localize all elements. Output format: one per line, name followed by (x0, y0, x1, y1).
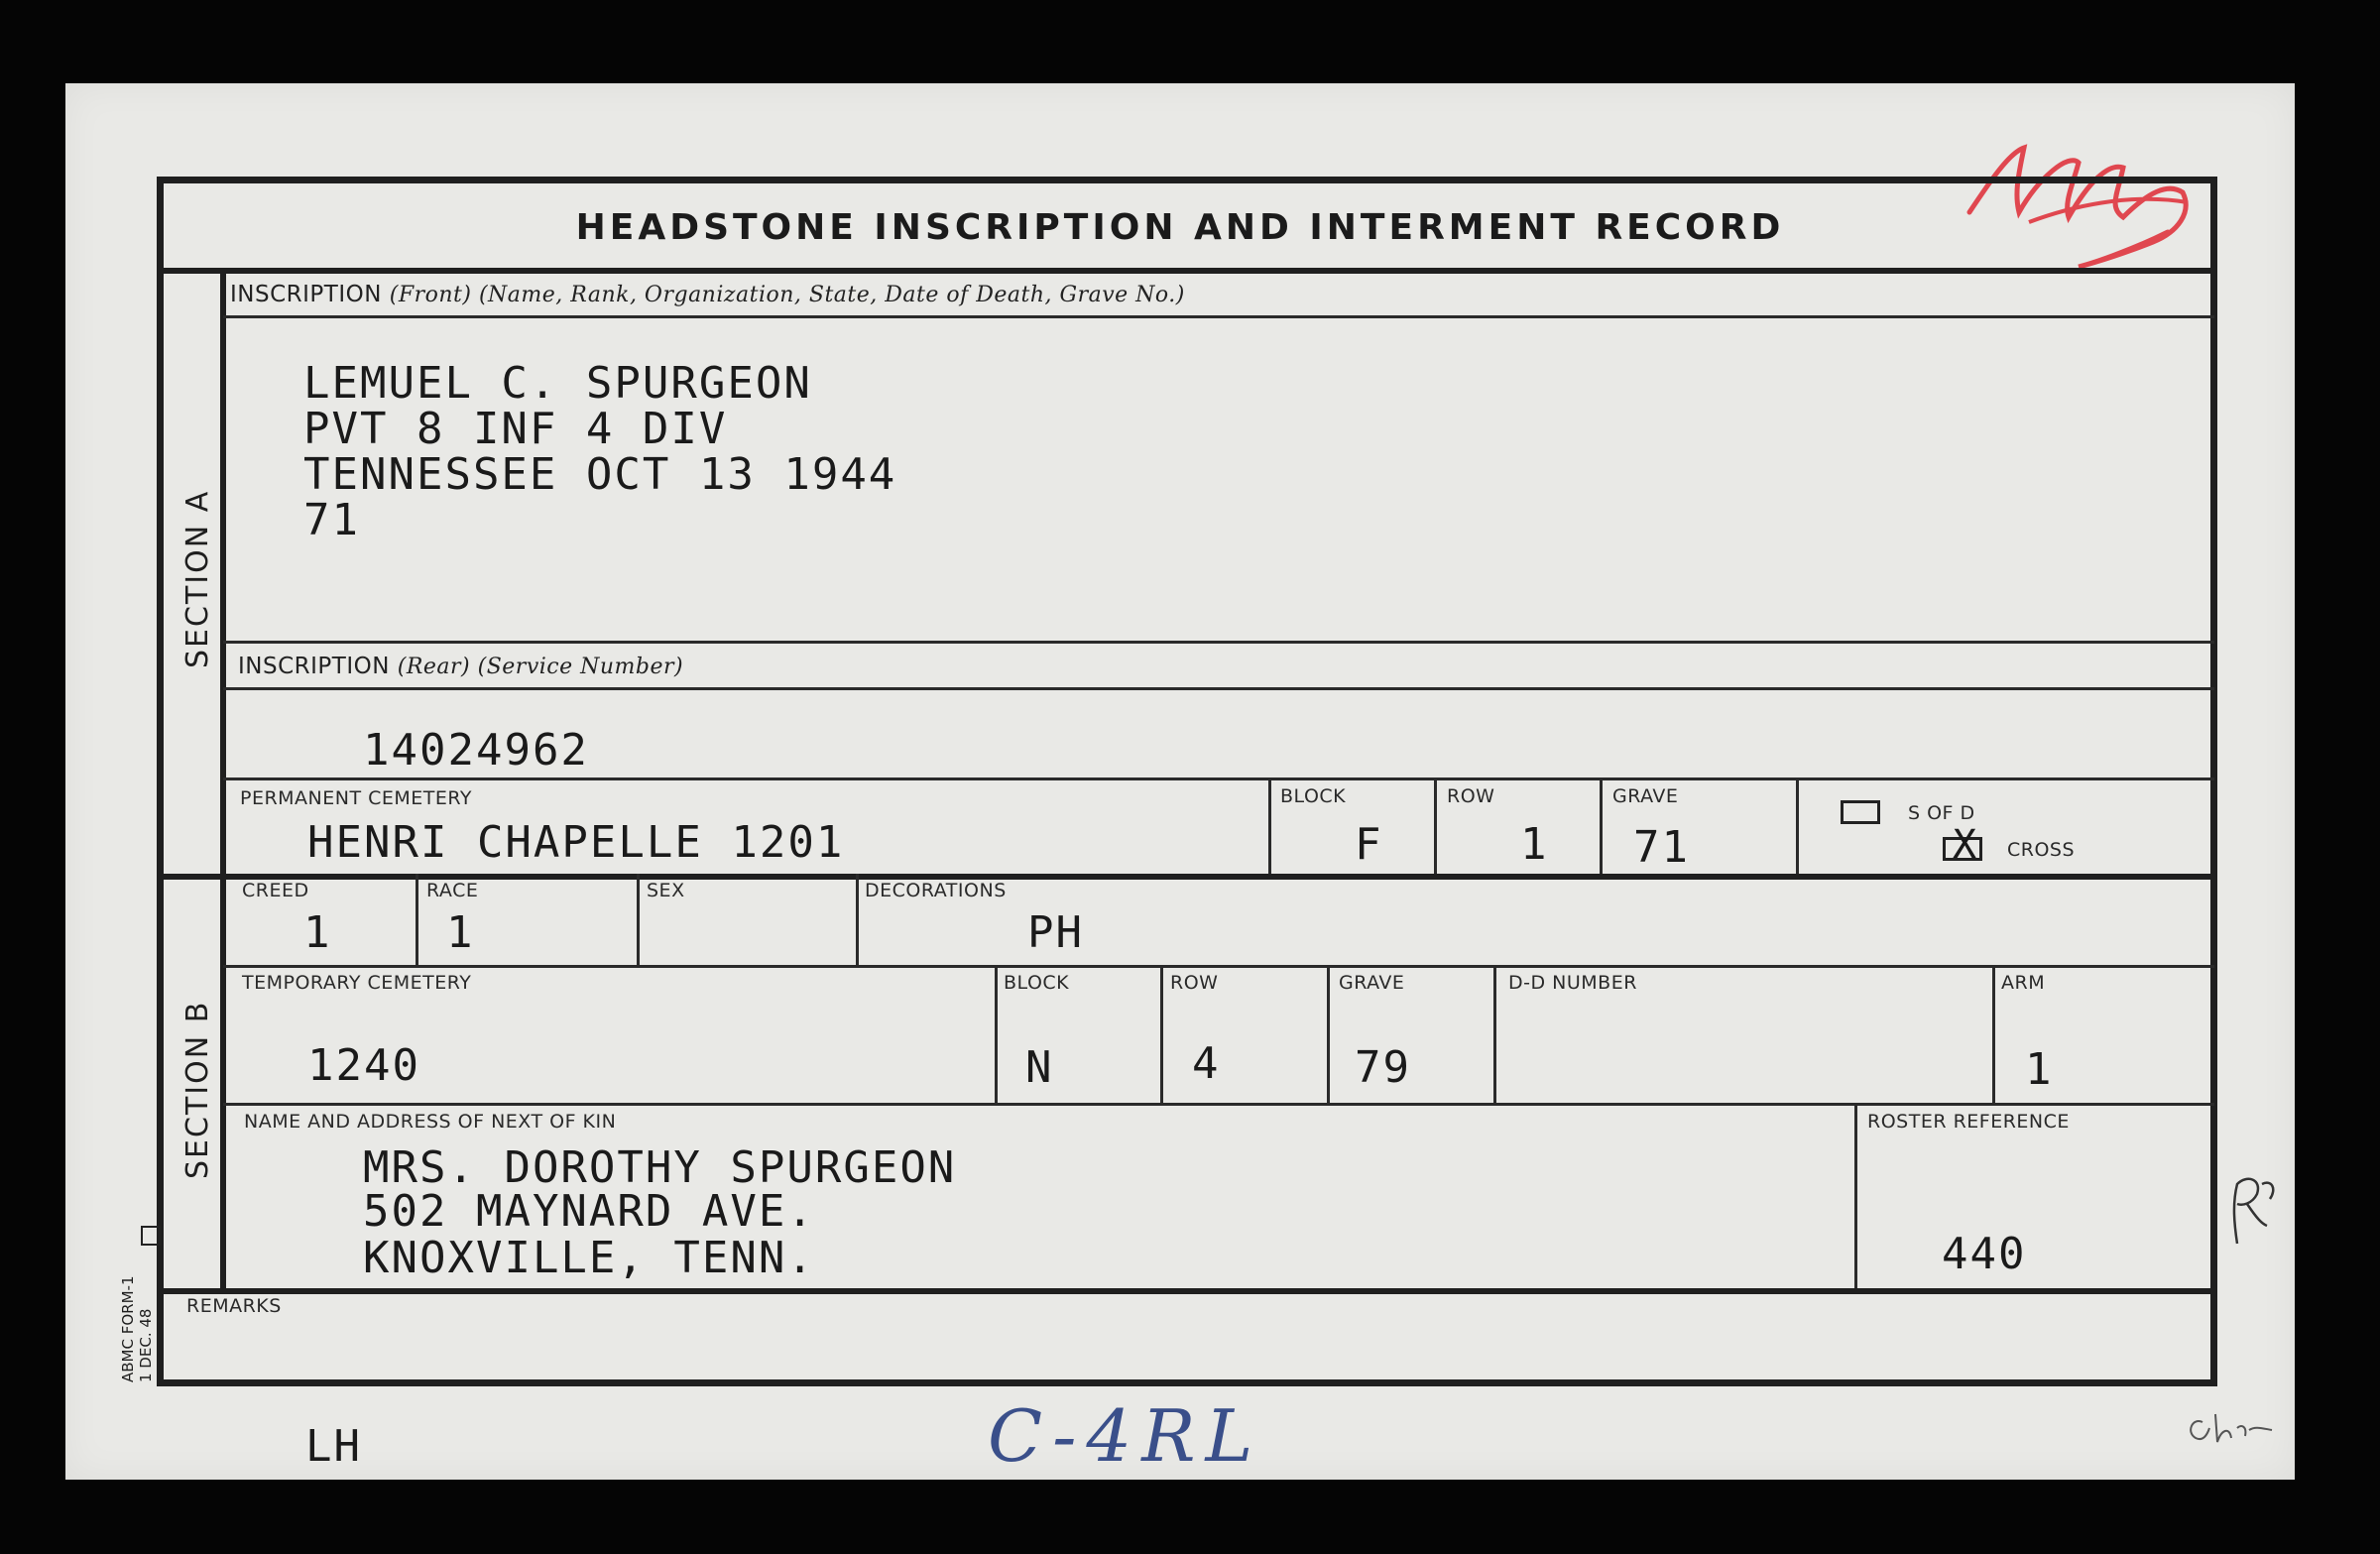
temporary-grave-label: GRAVE (1339, 972, 1405, 994)
form-corner-box (141, 1226, 161, 1246)
permanent-block-value: F (1355, 819, 1383, 870)
pencil-initials-mark (2222, 1164, 2282, 1254)
permanent-row-value: 1 (1520, 819, 1549, 870)
form-id (119, 1276, 155, 1383)
permanent-grave-label: GRAVE (1612, 785, 1679, 807)
inscription-line: TENNESSEE OCT 13 1944 (303, 449, 897, 500)
arm-value: 1 (2025, 1044, 2054, 1095)
temporary-grave-value: 79 (1355, 1042, 1411, 1093)
dd-number-label: D-D NUMBER (1508, 972, 1637, 994)
service-number: 14024962 (363, 725, 589, 776)
record-card (65, 83, 2295, 1480)
s-of-d-checkbox[interactable] (1841, 800, 1880, 824)
s-of-d-label: S OF D (1908, 802, 1975, 824)
kin-line: MRS. DOROTHY SPURGEON (363, 1142, 957, 1193)
inscription-line: 71 (303, 495, 360, 545)
temporary-row-value: 4 (1192, 1038, 1221, 1089)
next-of-kin-address (363, 1142, 957, 1283)
race-label: RACE (426, 880, 479, 901)
temporary-row-label: ROW (1170, 972, 1219, 994)
form-id-number: ABMC FORM-1 (119, 1275, 137, 1382)
temporary-cemetery-value: 1240 (307, 1040, 420, 1091)
inscription-line: LEMUEL C. SPURGEON (303, 358, 812, 409)
decorations-label: DECORATIONS (865, 880, 1007, 901)
cross-label: CROSS (2007, 839, 2076, 861)
inscription-front-text (303, 358, 897, 545)
cross-check-mark: X (1953, 822, 1977, 868)
sex-label: SEX (647, 880, 685, 901)
remarks-label: REMARKS (186, 1295, 282, 1317)
kin-line: KNOXVILLE, TENN. (363, 1233, 815, 1283)
pencil-scribble-mark (2178, 1402, 2287, 1452)
temporary-block-value: N (1025, 1042, 1054, 1093)
form-title: HEADSTONE INSCRIPTION AND INTERMENT RECORD (575, 207, 1785, 248)
kin-line: 502 MAYNARD AVE. (363, 1186, 815, 1237)
handwritten-note: C-4RL (988, 1394, 1263, 1478)
arm-label: ARM (2001, 972, 2046, 994)
inscription-rear-label: INSCRIPTION (Rear) (Service Number) (238, 654, 684, 679)
permanent-block-label: BLOCK (1280, 785, 1347, 807)
permanent-grave-value: 71 (1633, 822, 1690, 873)
creed-label: CREED (242, 880, 309, 901)
roster-reference-label: ROSTER REFERENCE (1867, 1111, 2070, 1133)
inscription-line: PVT 8 INF 4 DIV (303, 404, 728, 454)
decorations-value: PH (1027, 907, 1084, 958)
section-a-label: SECTION A (180, 489, 215, 668)
roster-reference-value: 440 (1942, 1229, 2027, 1279)
race-value: 1 (446, 907, 475, 958)
inscription-front-label: INSCRIPTION (Front) (Name, Rank, Organization, State, Date of Death, Grave No.) (230, 282, 1185, 307)
temporary-cemetery-label: TEMPORARY CEMETERY (242, 972, 472, 994)
permanent-cemetery-label: PERMANENT CEMETERY (240, 787, 473, 809)
permanent-cemetery-value: HENRI CHAPELLE 1201 (307, 817, 845, 868)
section-b-label: SECTION B (180, 1000, 215, 1179)
footer-typed-initials: LH (305, 1421, 362, 1472)
next-of-kin-label: NAME AND ADDRESS OF NEXT OF KIN (244, 1111, 617, 1133)
permanent-row-label: ROW (1447, 785, 1495, 807)
form-id-date: 1 DEC. 48 (137, 1308, 155, 1382)
temporary-block-label: BLOCK (1004, 972, 1070, 994)
creed-value: 1 (303, 907, 332, 958)
